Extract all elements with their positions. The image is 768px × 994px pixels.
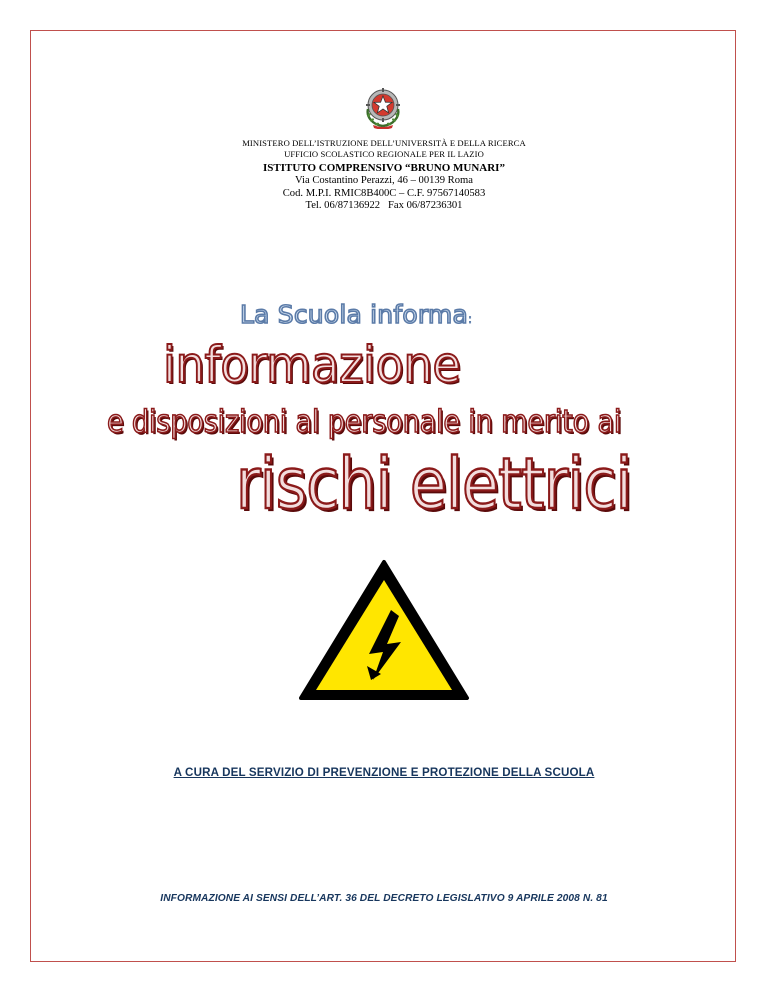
regional-office-line: UFFICIO SCOLASTICO REGIONALE PER IL LAZIO <box>284 149 484 159</box>
letterhead <box>0 138 768 213</box>
title-line-rischi-elettrici: rischi elettrici <box>236 443 632 525</box>
electrical-hazard-warning-icon <box>297 558 471 703</box>
school-codes: Cod. M.P.I. RMIC8B400C – C.F. 97567140583 <box>282 187 486 199</box>
italian-republic-emblem-icon <box>363 85 403 129</box>
ministry-line: MINISTERO DELL’ISTRUZIONE DELL’UNIVERSITÀ E DELLA RICERCA <box>242 138 526 148</box>
tagline-text: La Scuola informa <box>240 300 468 329</box>
school-address: Via Costantino Perazzi, 46 – 00139 Roma <box>295 175 473 186</box>
tagline <box>240 300 472 329</box>
tagline-colon: : <box>467 312 473 326</box>
title-line-disposizioni: e disposizioni al personale in merito ai <box>107 404 622 440</box>
service-credit: A CURA DEL SERVIZIO DI PREVENZIONE E PROTEZIONE DELLA SCUOLA <box>173 766 595 779</box>
school-phone: Tel. 06/87136922 Fax 06/87236301 <box>305 200 463 211</box>
school-name: ISTITUTO COMPRENSIVO “BRUNO MUNARI” <box>263 162 505 174</box>
legal-reference: INFORMAZIONE AI SENSI DELL’ART. 36 DEL DECRETO LEGISLATIVO 9 APRILE 2008 N. 81 <box>160 893 608 904</box>
title-line-informazione: informazione <box>163 336 461 394</box>
